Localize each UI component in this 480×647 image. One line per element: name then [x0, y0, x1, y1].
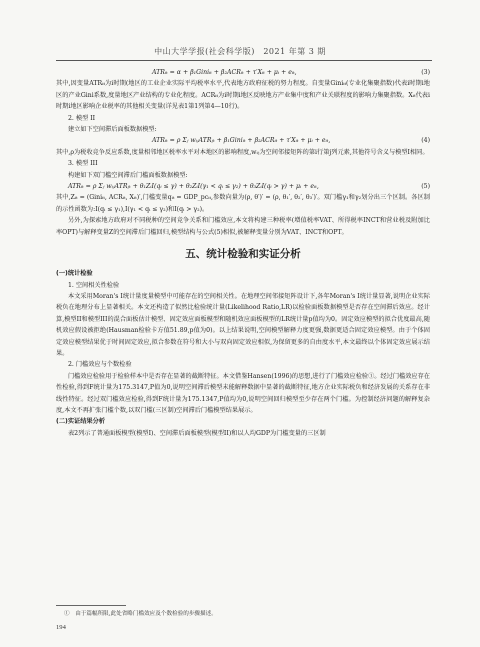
page-number: 194	[56, 624, 66, 631]
subsection-empirical-results: (二)实证结果分析	[56, 418, 105, 426]
model3-intro: 构建如下双门槛空间滞后门槛面板数据模型:	[68, 171, 188, 179]
paragraph-model1-vars: 其中,因变量ATRᵢₜ为i时期(地区的工业企业实际平均税率水平,代表地方政府征税的努力程度。自变量Giniᵢₜ(专业化集聚指数)代表i时期i地区的产业Gini系数,度量地区产业结构的专业化程度。ACRᵢₜ为i时期i地区反映地方产业集中度和产业关联程度的影响力集聚指数。Xᵢₜ代表i时期i地区影响企业税率的其他相关变量(详见表1第1列第4—10行)。	[56, 80, 430, 111]
paragraph-threshold-test: 门槛效应检验用于检验样本中是否存在显著的截断特征。本文借鉴Hansen(1996)的思想,进行了门槛效应检验①。经过门槛效应存在性检验,得到F统计量为175.3147,P值为0,说明空间滞后模型未能解释数据中显著的截断特征,地方企业实际税负和经济发展的关系存在非线性特征。经过双门槛效应检验,得到F统计量为175.1347,P值均为0,说明空间回归模型至少存在两个门槛。为控制经济问题的解释复杂度,本文不再扩张门槛个数,以双门槛(三区制)空间滞后门槛模型结果展示。	[56, 372, 430, 414]
equation-4-number: (4)	[421, 137, 430, 145]
paragraph-empirical-results: 表2列示了普通面板模型(模型I)、空间滞后面板模型(模型II)和以人均GDP为门槛变量的三区制	[68, 429, 326, 437]
header-rule	[56, 60, 432, 61]
footnote: ① 由于篇幅所限,此处省略门槛效应及个数检验的步骤描述。	[64, 611, 217, 617]
equation-4-formula: ATRᵢₜ = ρ Σⱼ wᵢⱼATRⱼₜ + β₁Giniᵢₜ + β₂ACRᵢₜ + τ′Xᵢₜ + μᵢ + eᵢₜ,	[152, 137, 331, 145]
equation-5-number: (5)	[421, 183, 430, 191]
equation-3	[56, 67, 430, 78]
model2-title: 2. 模型 II	[68, 114, 96, 122]
footnote-rule	[56, 605, 126, 606]
body-text	[56, 67, 430, 439]
running-header: 中山大学学报(社会科学版) 2021 年第 3 期	[154, 47, 326, 56]
paragraph-spatial-correlation: 本文采用Moran's I统计量度量模型中可能存在的空间相关性。在地理空间邻接矩阵设计下,各年Moran's I统计量显著,说明企业实际税负在地理分布上显著相关。本文还构造了似然比检验统计量(Likelihood Ratio,LR)以检验面板数据模型是否存在空间滞后效应。经计算,模型II和模型III的混合面板估计模型、固定效应面板模型和随机效应面板模型的LR统计量p值均为0。固定效应模型的拟合优度最高,随机效应假设被拒绝(Hausman检验卡方值51.89,p值为0)。以上结果说明,空间模型解释力度更强,数据更适合固定效应模型。由于个体固定效应模型结果优于时间固定效应,拟合参数在符号和大小与双向固定效应相似,为保留更多的自由度水平,本文最终以个体固定效应展示结果。	[56, 292, 430, 357]
model3-title: 3. 模型 III	[68, 160, 98, 168]
paragraph-tax-types: 另外,为探索地方政府对不同税种的空间竞争关系和门槛效应,本文将构建三种税率(增值税率VAT、所得税率INCT和营业税及附加比率OPT)与解释变量Z的空间滞后门槛回归,模型结构与公式(5)相似,被解释变量分别为VAT、INCT和OPT。	[56, 217, 430, 236]
equation-4	[56, 135, 430, 146]
subsection-statistical-tests: (一)统计检验	[56, 270, 93, 278]
equation-5-formula: ATRᵢₜ = ρ Σⱼ wᵢⱼATRⱼₜ + θ₁ZᵢI(qᵢ ≤ γ) + θ₂ZᵢI(γ₁ < qᵢ ≤ γ₂) + θ₃ZᵢI(qᵢ > γ) + μᵢ + eᵢₜ,	[68, 183, 319, 191]
equation-3-formula: ATRᵢₜ = α + β₁Giniᵢₜ + β₂ACRᵢₜ + τ′Xᵢₜ + μᵢ + eᵢₜ,	[152, 69, 297, 76]
subsubsection-threshold-test: 2. 门槛效应与个数检验	[68, 361, 132, 369]
model2-intro: 建立如下空间滞后面板数据模型:	[68, 126, 157, 134]
subsubsection-spatial-correlation: 1. 空间相关性检验	[68, 281, 120, 289]
equation-5	[56, 181, 430, 192]
paragraph-model2-vars: 其中,ρ为税收竞争反应系数,度量相邻地区税率水平对本地区的影响程度,wᵢⱼ为空间邻接矩阵的第i行第j列元素,其他符号含义与模型I相同。	[56, 148, 429, 156]
paragraph-model3-vars: 其中,Zᵢₜ = (Giniᵢₜ, ACRᵢₜ, Xᵢₜ)′,门槛变量qᵢₜ = GDP_pcᵢₜ,参数向量为(ρ, θ′)′ = (ρ, θ₁′, θ₂′, θ₃′)′。双门槛γ₁和γ₂划分出三个区制。各区制的示性函数为:I(qᵢ ≤ γ₁),I(γ₁ < qᵢ ≤ γ₂)和I(qᵢ > γ₂)。	[56, 194, 430, 213]
section-title: 五、统计检验和实证分析	[185, 248, 301, 261]
equation-3-number: (3)	[421, 69, 430, 76]
